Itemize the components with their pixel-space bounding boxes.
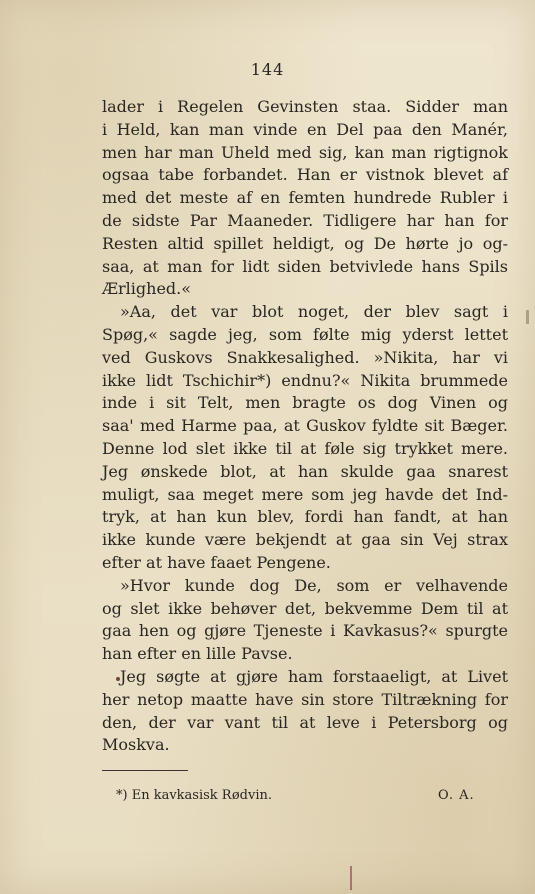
text-line: ikke kunde være bekjendt at gaa sin Vej strax: [102, 530, 508, 550]
text-line: de sidste Par Maaneder. Tidligere har han for: [102, 210, 508, 230]
text-line: ogsaa tabe forbandet. Han er vistnok blevet af: [102, 165, 508, 185]
text-line: saa, at man for lidt siden betvivlede hans Spils: [102, 256, 508, 276]
text-line: saa' med Harme paa, at Guskov fyldte sit Bæger.: [102, 416, 508, 436]
text-line: tryk, at han kun blev, fordi han fandt, at han: [102, 507, 508, 527]
text-line: Denne lod slet ikke til at føle sig trykket mere.: [102, 438, 508, 458]
text-line: »Hvor kunde dog De, som er velhavende: [120, 575, 508, 595]
footnote: *) En kavkasisk Rødvin.: [116, 788, 272, 803]
margin-mark: [526, 310, 529, 324]
body-text: [102, 96, 508, 757]
text-line: Moskva.: [102, 735, 170, 755]
text-line: Ærlighed.«: [102, 279, 192, 299]
text-line: Spøg,« sagde jeg, som følte mig yderst lettet: [102, 324, 508, 344]
page-number: 144: [250, 60, 285, 79]
text-line: Jeg søgte at gjøre ham forstaaeligt, at Livet: [120, 666, 508, 686]
text-line: ved Guskovs Snakkesalighed. »Nikita, har vi: [102, 347, 508, 367]
text-line: Resten altid spillet heldigt, og De hørte jo og-: [102, 233, 508, 253]
text-line: muligt, saa meget mere som jeg havde det Ind-: [102, 484, 508, 504]
text-line: lader i Regelen Gevinsten staa. Sidder man: [102, 97, 508, 116]
text-line: den, der var vant til at leve i Petersborg og: [102, 712, 508, 732]
text-line: Jeg ønskede blot, at han skulde gaa snarest: [102, 461, 508, 481]
text-line: med det meste af en femten hundrede Rubler i: [102, 188, 508, 208]
text-line: gaa hen og gjøre Tjeneste i Kavkasus?« spurgte: [102, 621, 508, 641]
text-line: »Aa, det var blot noget, der blev sagt i: [120, 302, 508, 322]
signature: O. A.: [438, 788, 475, 803]
text-line: inde i sit Telt, men bragte os dog Vinen og: [102, 393, 508, 413]
text-line: her netop maatte have sin store Tiltrækning for: [102, 689, 508, 709]
text-line: han efter en lille Pavse.: [102, 644, 293, 664]
text-line: efter at have faaet Pengene.: [102, 552, 331, 572]
text-line: i Held, kan man vinde en Del paa den Manér,: [102, 119, 508, 139]
bottom-edge-mark: [350, 866, 352, 890]
footnote-rule: [102, 770, 188, 771]
text-line: men har man Uheld med sig, kan man rigtignok: [102, 142, 508, 162]
text-line: og slet ikke behøver det, bekvemme Dem til at: [102, 598, 508, 618]
ink-dot-mark: [116, 677, 120, 681]
text-line: ikke lidt Tschichir*) endnu?« Nikita brummede: [102, 370, 508, 390]
